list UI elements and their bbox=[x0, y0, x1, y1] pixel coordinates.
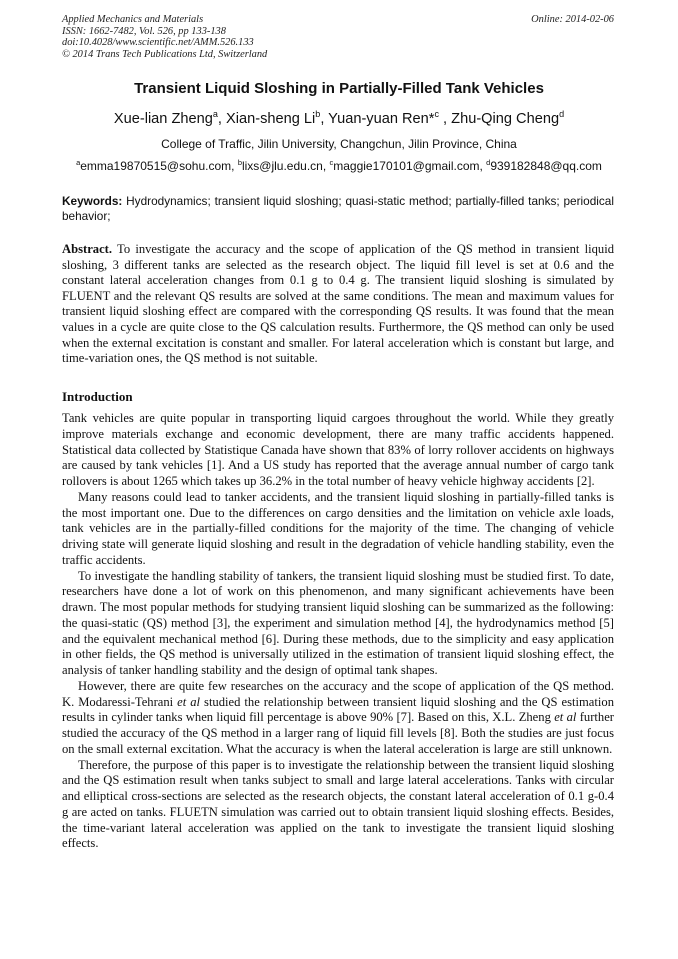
email-sep: , bbox=[479, 159, 487, 173]
paragraph: Therefore, the purpose of this paper is to investigate the relationship between the transient liquid sloshing and the QS estimation result when tanks subject to small and large lateral accelerations. Tanks with circular and elliptical cross-sections are selected as the research objects, the constant lateral acceleration of 0.1 g-0.4 g are acted on tanks. FLUETN simulation was carried out to obtain transient liquid sloshing effects. Besides, the time-variant lateral acceleration was applied on the tank to investigate the transient liquid sloshing effects. bbox=[62, 757, 614, 851]
author-name: Zhu-Qing Cheng bbox=[451, 111, 560, 127]
paragraph: To investigate the handling stability of tankers, the transient liquid sloshing must be studied first. To date, researchers have done a lot of work on this phenomenon, and many significant achievements have been drawn. The most popular methods for studying transient liquid sloshing can be summarized as the following: the quasi-static (QS) method [3], the experiment and simulation method [4], the hydrodynamics method [5] and the equivalent mechanical method [6]. During these methods, due to the simplicity and easy application in other fields, the QS method is universally utilized in the estimation of transient liquid sloshing effect, the analysis of tanker handling stability and the design of optimal tank shapes. bbox=[62, 568, 614, 677]
author-sep: , bbox=[217, 111, 227, 127]
email-link[interactable]: 939182848@qq.com bbox=[490, 159, 602, 173]
abstract-text: To investigate the accuracy and the scope of application of the QS method in transient liquid sloshing, 3 different tanks are selected as the research object. The liquid fill level is set at 0.6 and the constant lateral acceleration changes from 0.1 g to 0.4 g. The transient liquid sloshing is simulated by FLUENT and the relevant QS results are solved at the same conditions. The mean and maximum values for transient liquid sloshing effect are compared with the corresponding QS results. It was found that the mean values in a cycle are quite close to the QS calculation results. Furthermore, the QS method can only be used when the external excitation is constant and smaller. For lateral acceleration which is constant but large, and time-variation ones, the QS method is not suitable. bbox=[62, 242, 614, 366]
email-sup: b bbox=[237, 158, 242, 167]
author-sup: a bbox=[212, 109, 218, 120]
paragraph-text: However, there are quite few researches on the accuracy and the scope of application of the QS method. K. Modaressi-Tehrani bbox=[62, 678, 614, 709]
author-sep: , bbox=[439, 111, 452, 127]
keywords bbox=[62, 194, 614, 223]
keywords-text: Hydrodynamics; transient liquid sloshing; quasi-static method; partially-filled tanks; periodical behavior; bbox=[62, 194, 614, 223]
issn-line: ISSN: 1662-7482, Vol. 526, pp 133-138 bbox=[62, 25, 226, 37]
paragraph-text: studied the relationship between transient liquid sloshing and the QS estimation results in cylinder tanks when liquid fill percentage is above 90% [7]. Based on this, X.L. Zheng bbox=[62, 694, 614, 725]
paragraph: Tank vehicles are quite popular in transporting liquid cargoes throughout the world. While they greatly improve materials exchange and economic development, there are many traffic accidents happened. Statistical data collected by Statistique Canada have shown that 83% of lorry rollover accidents on highways are caused by tank vehicles [1]. And a US study has reported that the average annual number of cargo tank rollovers is about 1265 which takes up 36.2% in the total number of heavy vehicle highway accidents [2]. bbox=[62, 411, 614, 488]
author-list bbox=[0, 111, 678, 127]
copyright-line: © 2014 Trans Tech Publications Ltd, Switzerland bbox=[62, 48, 268, 60]
email-sep: , bbox=[322, 159, 330, 173]
email-sup: c bbox=[329, 158, 334, 167]
paragraph: Many reasons could lead to tanker accidents, and the transient liquid sloshing in partially-filled tanks is the most important one. Due to the differences on cargo densities and the limitation on vehicle axle loads, tank vehicles are in the partially-filled conditions for the majority of the time. The changing of vehicle driving state will generate liquid sloshing and result in the degradation of vehicle handling stability, even the traffic accidents. bbox=[62, 489, 614, 567]
online-date: Online: 2014-02-06 bbox=[531, 14, 614, 25]
author-name: Yuan-yuan Ren* bbox=[328, 111, 435, 127]
author-sup: c bbox=[434, 109, 439, 120]
email-link[interactable]: lixs@jlu.edu.cn bbox=[241, 159, 323, 173]
author-name: Xian-sheng Li bbox=[226, 111, 316, 127]
email-sup: d bbox=[486, 158, 491, 167]
abstract-label: Abstract. bbox=[62, 242, 113, 256]
email-list bbox=[0, 159, 678, 173]
paper-title: Transient Liquid Sloshing in Partially-Filled Tank Vehicles bbox=[134, 80, 544, 97]
section-heading-introduction: Introduction bbox=[62, 389, 133, 404]
italic-text: et al bbox=[177, 694, 201, 709]
abstract bbox=[62, 242, 614, 367]
author-sup: b bbox=[315, 109, 321, 120]
email-sup: a bbox=[76, 158, 81, 167]
author-sep: , bbox=[320, 111, 329, 127]
introduction-body bbox=[62, 411, 614, 852]
email-link[interactable]: emma19870515@sohu.com bbox=[80, 159, 232, 173]
paragraph bbox=[62, 679, 614, 758]
italic-text: et al bbox=[554, 710, 577, 725]
email-link[interactable]: maggie170101@gmail.com bbox=[333, 159, 480, 173]
author-name: Xue-lian Zheng bbox=[113, 111, 213, 127]
email-sep: , bbox=[231, 159, 238, 173]
author-sup: d bbox=[559, 109, 565, 120]
paragraph-text: further studied the accuracy of the QS method in a larger rang of liquid fill levels [8]. Both the studies are just focus on the small external excitation. What the accuracy is when the lateral acceleration is large are still unknown. bbox=[62, 710, 614, 756]
journal-name: Applied Mechanics and Materials bbox=[62, 14, 204, 25]
keywords-label: Keywords: bbox=[62, 194, 123, 208]
affiliation: College of Traffic, Jilin University, Changchun, Jilin Province, China bbox=[161, 137, 517, 151]
journal-header bbox=[62, 14, 267, 60]
doi-line: doi:10.4028/www.scientific.net/AMM.526.133 bbox=[62, 37, 254, 49]
